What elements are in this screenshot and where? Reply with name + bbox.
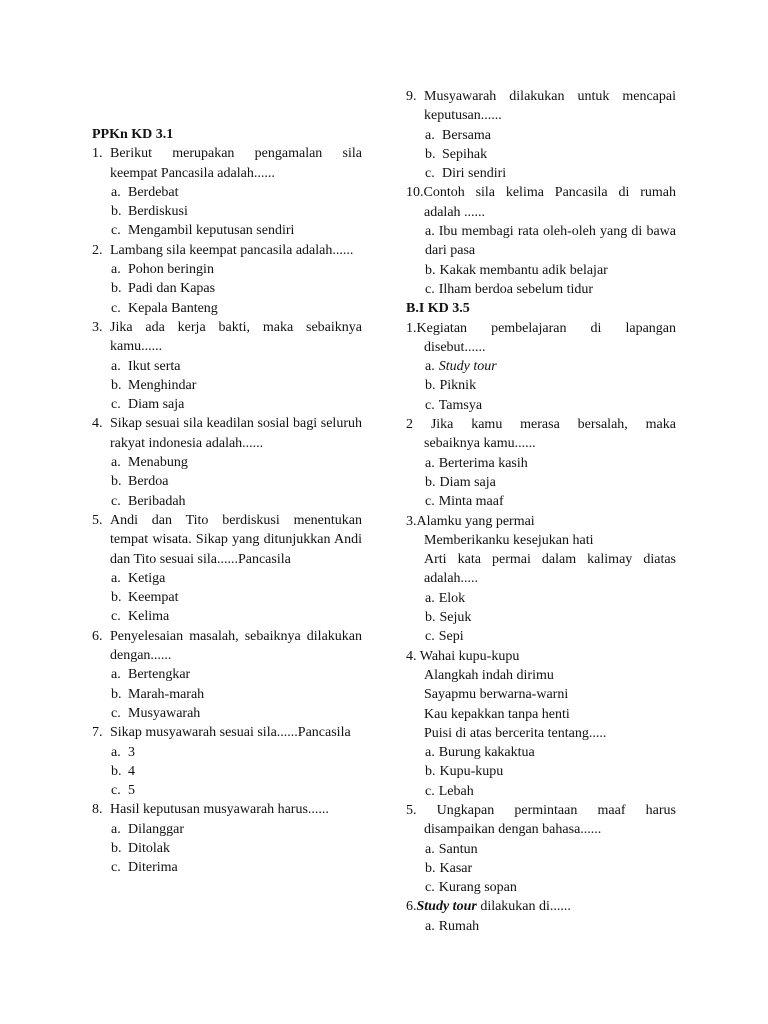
question-text: Wahai kupu-kupu — [419, 648, 520, 664]
question-text-cont: disebut...... — [424, 339, 486, 355]
option-a — [406, 357, 676, 376]
question-number: 2. — [92, 242, 103, 258]
question-text-part: Ungkapan — [436, 802, 495, 818]
option-text: Kepala Banteng — [128, 300, 218, 316]
option-b — [92, 762, 362, 781]
option-letter: a. — [425, 590, 435, 606]
option-text: Diri sendiri — [442, 166, 507, 182]
option-letter: c. — [111, 609, 121, 625]
option-text: Menghindar — [128, 377, 197, 393]
option-text: Ikut serta — [128, 358, 181, 374]
option-letter: b. — [111, 281, 122, 297]
option-letter: b. — [111, 763, 122, 779]
option-text: 5 — [128, 783, 135, 799]
option-text: Berdiskusi — [128, 204, 188, 220]
option-letter: c. — [111, 300, 121, 316]
option-a — [406, 917, 676, 936]
question-text-part: Jika — [430, 417, 454, 433]
question-number: 3. — [406, 513, 417, 529]
question-first-line — [406, 801, 676, 820]
option-text: Diam saja — [128, 397, 185, 413]
option-text: Sejuk — [439, 610, 472, 626]
bi-question-6 — [406, 897, 676, 916]
option-a — [92, 453, 362, 472]
option-letter: a. — [425, 224, 435, 240]
option-text: Minta maaf — [438, 494, 504, 510]
option-text: Kakak membantu adik belajar — [439, 262, 608, 278]
question-text-part: kelima — [505, 185, 544, 201]
question-text: Andi dan Tito berdiskusi menentukan tempat wisata. Sikap yang ditunjukkan Andi dan Tito sesuai sila......Pancasila — [110, 512, 362, 567]
question-text: Musyawarah dilakukan untuk mencapai keputusan...... — [424, 89, 676, 124]
question-text-part: harus — [645, 802, 676, 818]
option-c — [406, 280, 676, 299]
option-b — [406, 859, 676, 878]
question-number: 6. — [92, 628, 103, 644]
question-4 — [92, 414, 362, 453]
option-a — [406, 589, 676, 608]
option-letter: c. — [425, 783, 435, 799]
option-text: Pohon beringin — [128, 262, 214, 278]
option-text: Marah-marah — [128, 686, 205, 702]
question-number: 1. — [406, 320, 417, 336]
option-letter: b. — [111, 686, 122, 702]
question-number: 6. — [406, 899, 417, 915]
question-text: Penyelesaian masalah, sebaiknya dilakukan dengan...... — [110, 628, 362, 664]
option-text: Padi dan Kapas — [128, 281, 216, 297]
question-text-part: rumah — [640, 185, 676, 201]
question-3 — [92, 318, 362, 357]
option-text: Berterima kasih — [438, 455, 528, 471]
question-text-part: maaf — [597, 802, 626, 818]
question-text: Jika ada kerja bakti, maka sebaiknya kamu...... — [110, 319, 362, 355]
question-number: 5. — [406, 802, 417, 818]
option-text: Burung kakaktua — [438, 745, 535, 761]
option-letter: c. — [111, 493, 121, 509]
option-letter: b. — [425, 474, 436, 490]
option-letter: c. — [425, 281, 435, 297]
option-text: Sepi — [438, 629, 464, 645]
question-text-part: kamu — [471, 417, 503, 433]
option-text: Berdoa — [128, 474, 169, 490]
option-text: Diam saja — [439, 474, 496, 490]
option-letter: b. — [111, 590, 122, 606]
question-text-part: permintaan — [514, 802, 578, 818]
question-first-line — [406, 319, 676, 338]
left-column — [92, 125, 362, 878]
option-text: Berdebat — [128, 184, 179, 200]
option-a — [92, 357, 362, 376]
option-c — [92, 492, 362, 511]
option-letter: c. — [111, 783, 121, 799]
option-letter: b. — [111, 840, 122, 856]
question-text-part: Kegiatan — [416, 320, 468, 336]
option-text: Sepihak — [442, 146, 488, 162]
option-text: Study tour — [438, 359, 497, 375]
bi-question-2 — [406, 415, 676, 454]
section-heading-ppkn: PPKn KD 3.1 — [92, 127, 174, 142]
question-text-part: maka — [645, 417, 676, 433]
option-letter: b. — [425, 146, 436, 162]
option-b — [92, 588, 362, 607]
question-number: 8. — [92, 802, 103, 818]
question-number: 7. — [92, 725, 103, 741]
option-c — [92, 607, 362, 626]
bi-question-4 — [406, 647, 676, 743]
option-letter: a. — [111, 358, 121, 374]
question-2 — [92, 241, 362, 260]
question-7 — [92, 723, 362, 742]
option-a — [406, 840, 676, 859]
question-10 — [406, 183, 676, 222]
bi-question-5 — [406, 801, 676, 840]
option-text: Kupu-kupu — [439, 764, 504, 780]
question-text-part: di — [618, 185, 630, 201]
option-letter: b. — [425, 262, 436, 278]
option-letter: c. — [111, 397, 121, 413]
question-emphasis: Study tour — [416, 899, 477, 915]
option-c — [406, 396, 676, 415]
bi-question-1 — [406, 319, 676, 358]
question-text-part: merasa — [520, 417, 560, 433]
option-text: Elok — [438, 590, 466, 606]
option-c — [92, 299, 362, 318]
question-text: dilakukan di...... — [476, 899, 571, 915]
option-letter: b. — [425, 860, 436, 876]
option-text: Rumah — [438, 918, 480, 934]
option-b — [92, 279, 362, 298]
question-text-part: di — [590, 320, 602, 336]
question-8 — [92, 800, 362, 819]
question-number: 3. — [92, 319, 103, 335]
right-column — [406, 87, 676, 936]
question-first-line — [406, 183, 676, 202]
question-5 — [92, 511, 362, 569]
option-text: Kelima — [128, 609, 170, 625]
option-b — [406, 608, 676, 627]
option-text: Piknik — [439, 378, 477, 394]
section-heading-bi: B.I KD 3.5 — [406, 301, 470, 317]
option-b — [406, 376, 676, 395]
question-text-part: sila — [475, 185, 496, 201]
option-text: Keempat — [128, 590, 179, 606]
option-letter: a. — [425, 745, 435, 761]
question-text-cont: disampaikan dengan bahasa...... — [424, 822, 602, 838]
question-9 — [406, 87, 676, 126]
question-text-part: bersalah, — [577, 417, 628, 433]
poem-line: Sayapmu berwarna-warni — [424, 687, 569, 703]
option-letter: a. — [111, 570, 121, 586]
option-c — [92, 858, 362, 877]
option-text: 4 — [128, 763, 135, 779]
option-b — [92, 472, 362, 491]
option-text: Beribadah — [128, 493, 186, 509]
option-b — [406, 261, 676, 280]
option-text: Dilanggar — [128, 821, 184, 837]
option-letter: b. — [111, 377, 122, 393]
question-number: 9. — [406, 89, 417, 104]
question-text-part: Contoh — [423, 185, 465, 201]
option-a — [92, 183, 362, 202]
question-text-part: Pancasila — [554, 185, 608, 201]
question-number: 5. — [92, 512, 103, 528]
option-text: 3 — [128, 744, 135, 760]
option-letter: c. — [425, 494, 435, 510]
question-prompt: Arti kata permai dalam kalimay diatas adalah..... — [424, 552, 676, 587]
option-letter: b. — [425, 764, 436, 780]
question-first-line — [406, 512, 676, 531]
option-text: Mengambil keputusan sendiri — [128, 223, 295, 239]
option-c — [406, 164, 676, 183]
question-number: 10. — [406, 185, 424, 201]
option-letter: b. — [111, 474, 122, 490]
option-letter: a. — [425, 918, 435, 934]
option-letter: a. — [111, 667, 121, 683]
option-text: Menabung — [128, 455, 188, 471]
option-letter: a. — [425, 455, 435, 471]
option-letter: b. — [425, 378, 436, 394]
option-a — [92, 260, 362, 279]
option-a — [406, 743, 676, 762]
option-b — [92, 685, 362, 704]
option-text: Tamsya — [438, 397, 483, 413]
question-first-line — [406, 897, 676, 916]
question-text: Sikap sesuai sila keadilan sosial bagi seluruh rakyat indonesia adalah...... — [110, 416, 362, 451]
option-letter: c. — [425, 166, 435, 182]
option-a — [406, 222, 676, 261]
question-text-part: pembelajaran — [491, 320, 567, 336]
option-text: Ilham berdoa sebelum tidur — [438, 281, 594, 297]
option-letter: a. — [425, 841, 435, 857]
option-text: Ketiga — [128, 570, 166, 586]
poem-line: Kau kepakkan tanpa henti — [424, 706, 570, 722]
option-letter: b. — [425, 610, 436, 626]
option-letter: c. — [425, 629, 435, 645]
question-number: 2 — [406, 417, 413, 433]
option-a — [92, 820, 362, 839]
option-letter: b. — [111, 204, 122, 220]
option-text: Lebah — [438, 783, 474, 799]
option-text: Santun — [438, 841, 478, 857]
option-text: Bersama — [442, 127, 491, 143]
option-letter: c. — [111, 705, 121, 721]
option-a — [92, 743, 362, 762]
question-text-part: lapangan — [625, 320, 676, 336]
option-text: Diterima — [128, 860, 178, 876]
question-first-line — [406, 647, 676, 666]
question-text-cont: sebaiknya kamu...... — [424, 436, 536, 452]
question-6 — [92, 627, 362, 666]
option-text: Ibu membagi rata oleh-oleh yang di bawa dari pasa — [425, 224, 676, 259]
option-text: Musyawarah — [128, 705, 201, 721]
question-prompt: Puisi di atas bercerita tentang..... — [424, 725, 607, 741]
option-b — [406, 762, 676, 781]
option-letter: c. — [111, 223, 121, 239]
question-text: Berikut merupakan pengamalan sila keempat Pancasila adalah...... — [110, 146, 362, 181]
question-text: Sikap musyawarah sesuai sila......Pancasila — [110, 725, 351, 741]
question-first-line — [406, 415, 676, 434]
question-text-cont: adalah ...... — [424, 204, 486, 220]
bi-question-3 — [406, 512, 676, 589]
option-a — [406, 126, 676, 145]
option-text: Ditolak — [128, 840, 170, 856]
option-letter: c. — [425, 397, 435, 413]
question-number: 4. — [406, 648, 417, 664]
option-letter: a. — [425, 127, 435, 143]
option-a — [92, 665, 362, 684]
option-c — [406, 492, 676, 511]
option-letter: a. — [111, 184, 121, 200]
option-letter: c. — [111, 860, 121, 876]
option-letter: c. — [425, 880, 435, 896]
option-text: Kasar — [439, 860, 473, 876]
option-a — [92, 569, 362, 588]
option-b — [92, 202, 362, 221]
option-c — [406, 878, 676, 897]
option-c — [406, 627, 676, 646]
poem-line: Memberikanku kesejukan hati — [424, 532, 594, 548]
option-letter: a. — [111, 744, 121, 760]
option-letter: a. — [111, 455, 121, 471]
question-number: 1. — [92, 146, 103, 162]
option-b — [92, 839, 362, 858]
option-letter: a. — [111, 262, 121, 278]
option-b — [406, 473, 676, 492]
question-text: Hasil keputusan musyawarah harus...... — [110, 802, 329, 818]
option-c — [92, 704, 362, 723]
option-c — [92, 221, 362, 240]
poem-line: Alangkah indah dirimu — [424, 667, 554, 683]
option-letter: a. — [425, 359, 435, 375]
option-text: Bertengkar — [128, 667, 191, 683]
option-a — [406, 454, 676, 473]
option-b — [92, 376, 362, 395]
option-letter: a. — [111, 821, 121, 837]
question-1 — [92, 144, 362, 183]
question-text: Lambang sila keempat pancasila adalah...... — [110, 242, 354, 258]
question-text: Alamku yang permai — [416, 513, 535, 529]
option-b — [406, 145, 676, 164]
option-c — [92, 395, 362, 414]
question-number: 4. — [92, 416, 103, 432]
option-c — [92, 781, 362, 800]
option-text: Kurang sopan — [438, 880, 517, 896]
option-c — [406, 782, 676, 801]
